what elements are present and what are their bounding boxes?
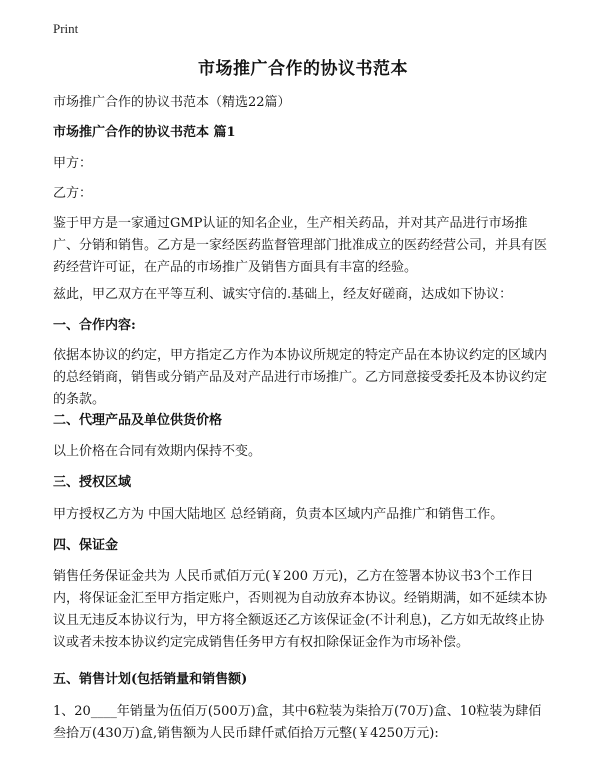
section-heading: 市场推广合作的协议书范本 篇1 — [53, 125, 236, 140]
heading-sales-plan: 五、销售计划(包括销量和销售额) — [53, 672, 248, 687]
intro-line: 市场推广合作的协议书范本（精选22篇） — [53, 95, 291, 110]
document-title: 市场推广合作的协议书范本 — [198, 59, 408, 79]
paragraph-cooperation: 依据本协议的约定，甲方指定乙方作为本协议所规定的特定产品在本协议约定的区域内的总经销商，销售或分销产品及对产品进行市场推广。乙方同意接受委托及本协议约定的条款。 — [53, 348, 548, 407]
paragraph-price: 以上价格在合同有效期内保持不变。 — [53, 444, 262, 459]
paragraph-whereas: 鉴于甲方是一家通过GMP认证的知名企业，生产相关药品，并对其产品进行市场推广、分销和销售。乙方是一家经医药监督管理部门批准成立的医药经营公司，并具有医药经营许可证，在产品的市场推广及销售方面具有丰富的经验。 — [53, 216, 548, 275]
heading-products-price: 二、代理产品及单位供货价格 — [53, 413, 223, 428]
heading-deposit: 四、保证金 — [53, 538, 119, 553]
print-link[interactable]: Print — [53, 21, 79, 36]
party-a-label: 甲方： — [53, 156, 93, 171]
heading-territory: 三、授权区域 — [53, 475, 132, 490]
heading-cooperation: 一、合作内容: — [53, 318, 136, 333]
paragraph-deposit: 销售任务保证金共为 人民币贰佰万元(￥200 万元)，乙方在签署本协议书3个工作日内，将保证金汇至甲方指定账户，否则视为自动放弃本协议。经销期满，如不延续本协议且无违反本协议行为，甲方将全额返还乙方该保证金(不计利息)，乙方如无故终止协议或者未按本协议约定完成销售任务甲方有权扣除保证金作为市场补偿。 — [53, 569, 548, 650]
party-b-label: 乙方： — [53, 186, 93, 201]
paragraph-territory: 甲方授权乙方为 中国大陆地区 总经销商，负责本区域内产品推广和销售工作。 — [53, 507, 504, 522]
paragraph-agreement: 兹此，甲乙双方在平等互利、诚实守信的.基础上，经友好磋商，达成如下协议： — [53, 287, 513, 302]
paragraph-sales-plan: 1、20____年销量为伍佰万(500万)盒，其中6粒装为柒拾万(70万)盒、10粒装为肆佰叁拾万(430万)盒,销售额为人民币肆仟贰佰拾万元整(￥4250万元): — [53, 704, 542, 741]
